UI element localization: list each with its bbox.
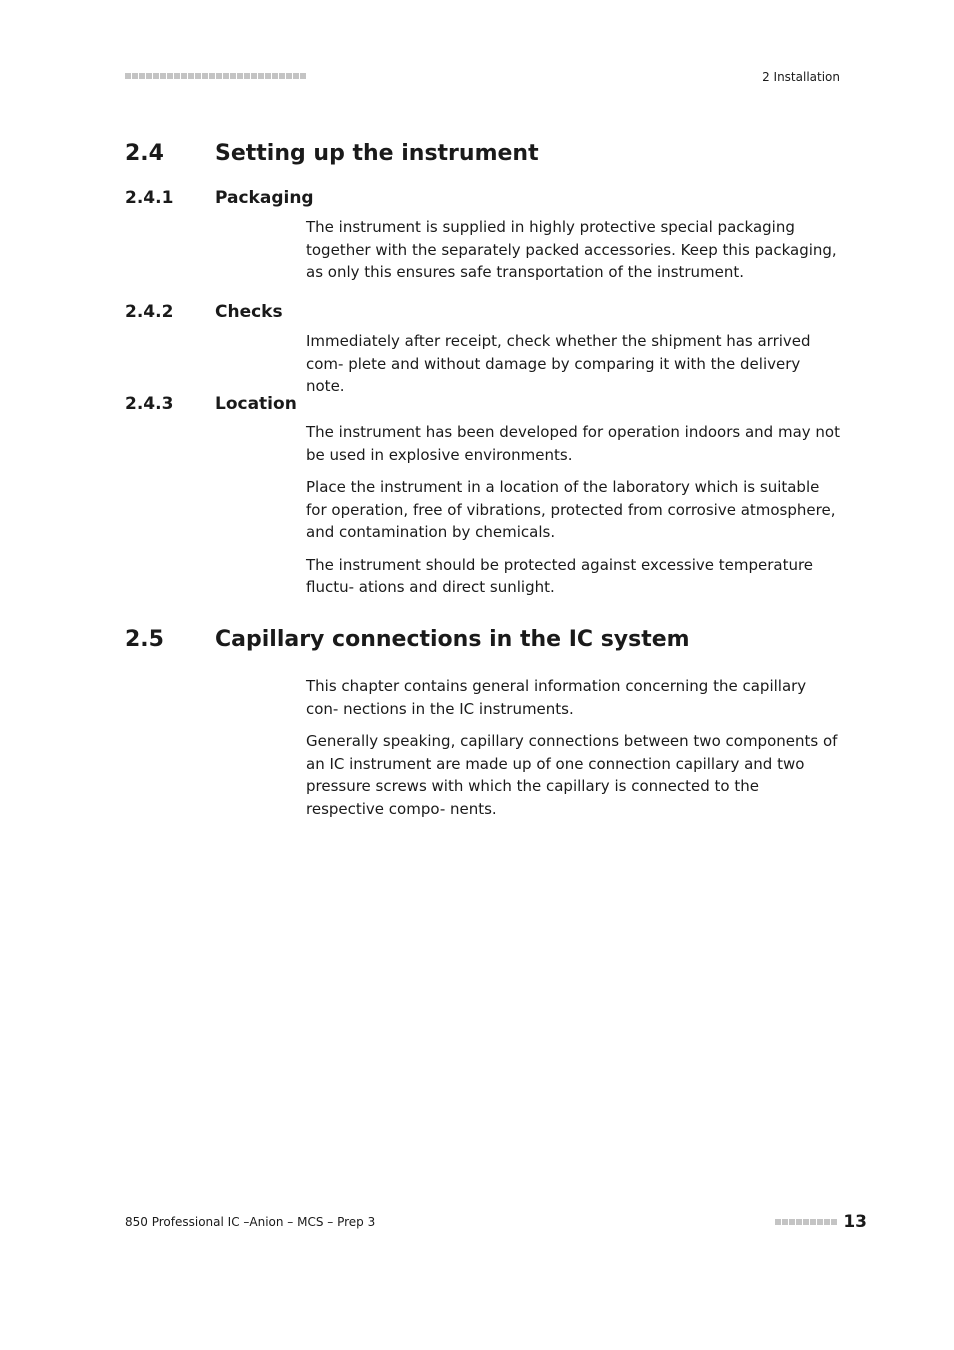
decoration-square <box>237 73 243 79</box>
decoration-square <box>244 73 250 79</box>
footer-document-title: 850 Professional IC –Anion – MCS – Prep 3 <box>125 1215 376 1229</box>
paragraph: The instrument has been developed for operation indoors and may not be used in explosive environments. <box>306 423 840 464</box>
section-title: Capillary connections in the IC system <box>215 627 690 652</box>
decoration-square <box>293 73 299 79</box>
decoration-square <box>775 1219 781 1225</box>
subsection-number: 2.4.3 <box>125 394 174 414</box>
paragraph: Generally speaking, capillary connections between two components of an IC instrument are made up of one connection capillary and two pressure screws with which the capillary is connected to the respective compo- nents. <box>306 732 838 818</box>
decoration-square <box>782 1219 788 1225</box>
decoration-square <box>223 73 229 79</box>
subsection-title: Checks <box>215 302 283 322</box>
decoration-square <box>286 73 292 79</box>
section-number: 2.4 <box>125 141 164 166</box>
decoration-square <box>258 73 264 79</box>
decoration-square <box>139 73 145 79</box>
subsection-number: 2.4.1 <box>125 188 174 208</box>
decoration-square <box>160 73 166 79</box>
decoration-square <box>265 73 271 79</box>
decoration-square <box>272 73 278 79</box>
packaging-body <box>306 216 840 294</box>
paragraph: This chapter contains general information concerning the capillary con- nections in the IC instruments. <box>306 677 807 718</box>
paragraph: Place the instrument in a location of the laboratory which is suitable for operation, free of vibrations, protected from corrosive atmosphere, and contamination by chemicals. <box>306 478 836 541</box>
section-title: Setting up the instrument <box>215 141 539 166</box>
decoration-square <box>216 73 222 79</box>
decoration-square <box>195 73 201 79</box>
decoration-square <box>146 73 152 79</box>
decoration-square <box>831 1219 837 1225</box>
decoration-square <box>810 1219 816 1225</box>
decoration-square <box>817 1219 823 1225</box>
paragraph: Immediately after receipt, check whether the shipment has arrived com- plete and without damage by comparing it with the delivery note. <box>306 332 811 395</box>
subsection-number: 2.4.2 <box>125 302 174 322</box>
decoration-square <box>181 73 187 79</box>
decoration-square <box>300 73 306 79</box>
header-decoration <box>125 73 306 79</box>
running-header-chapter: 2 Installation <box>762 70 840 84</box>
decoration-square <box>824 1219 830 1225</box>
decoration-square <box>230 73 236 79</box>
capillary-body <box>306 675 840 830</box>
decoration-square <box>153 73 159 79</box>
location-body <box>306 421 840 609</box>
decoration-square <box>125 73 131 79</box>
section-heading-2-5 <box>0 627 954 657</box>
subsection-title: Location <box>215 394 297 414</box>
decoration-square <box>279 73 285 79</box>
decoration-square <box>789 1219 795 1225</box>
footer-page <box>775 1212 867 1232</box>
subsection-title: Packaging <box>215 188 314 208</box>
decoration-square <box>188 73 194 79</box>
decoration-square <box>202 73 208 79</box>
decoration-square <box>167 73 173 79</box>
subsection-heading-2-4-1 <box>0 188 954 212</box>
decoration-square <box>251 73 257 79</box>
footer-decoration <box>775 1219 837 1225</box>
page-number: 13 <box>843 1212 867 1232</box>
subsection-heading-2-4-2 <box>0 302 954 326</box>
decoration-square <box>209 73 215 79</box>
section-heading-2-4 <box>0 141 954 171</box>
paragraph: The instrument is supplied in highly protective special packaging together with the separately packed accessories. Keep this packaging, as only this ensures safe transportation of the instrument. <box>306 218 837 281</box>
section-number: 2.5 <box>125 627 164 652</box>
decoration-square <box>803 1219 809 1225</box>
decoration-square <box>174 73 180 79</box>
paragraph: The instrument should be protected against excessive temperature fluctu- ations and direct sunlight. <box>306 555 814 596</box>
decoration-square <box>796 1219 802 1225</box>
decoration-square <box>132 73 138 79</box>
subsection-heading-2-4-3 <box>0 394 954 418</box>
